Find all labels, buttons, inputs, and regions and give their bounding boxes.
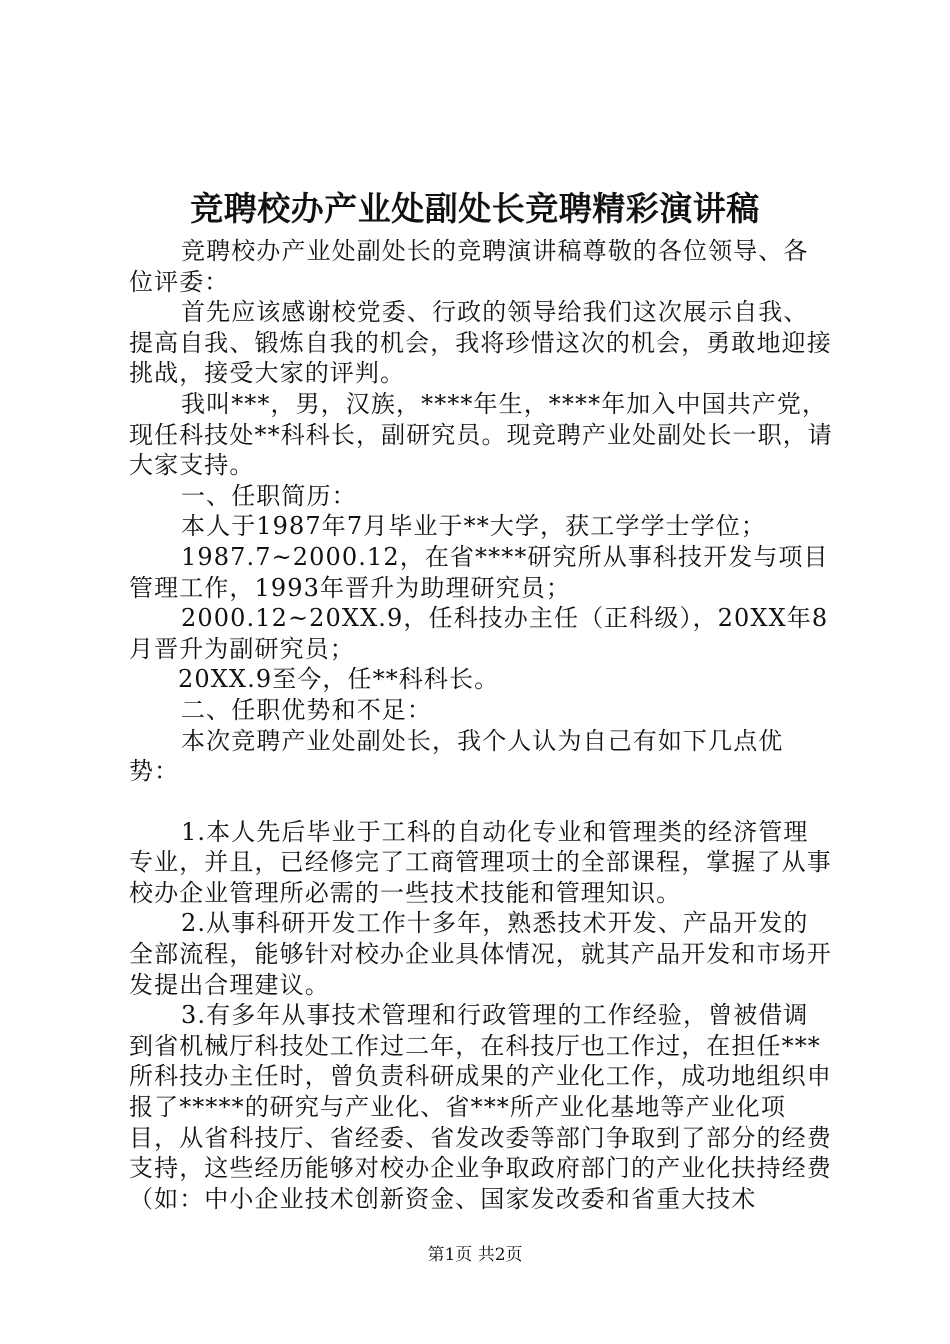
paragraph-greeting: 竞聘校办产业处副处长的竞聘演讲稿尊敬的各位领导、各位评委： xyxy=(129,237,809,296)
page-number-footer: 第1页 共2页 xyxy=(427,1245,523,1265)
document-title: 竞聘校办产业处副处长竞聘精彩演讲稿 xyxy=(190,189,760,228)
paragraph-point-1: 1.本人先后毕业于工科的自动化专业和管理类的经济管理专业，并且，已经修完了工商管理项士的全部课程，掌握了从事校办企业管理所必需的一些技术技能和管理知识。 xyxy=(129,817,832,907)
paragraph-thanks: 首先应该感谢校党委、行政的领导给我们这次展示自我、提高自我、锻炼自我的机会，我将珍惜这次的机会，勇敢地迎接挑战，接受大家的评判。 xyxy=(129,298,832,388)
paragraph-self-intro: 我叫***，男，汉族，****年生，****年加入中国共产党，现任科技处**科科长，副研究员。现竞聘产业处副处长一职，请大家支持。 xyxy=(129,389,833,480)
paragraph-point-3: 3.有多年从事技术管理和行政管理的工作经验，曾被借调到省机械厅科技处工作过二年，在科技厅也工作过，在担任***所科技办主任时，曾负责科研成果的产业化工作，成功地组织申报了*****的研究与产业化、省***所产业化基地等产业化项目，从省科技厅、省经委、省发改委等部门争取到了部分的经费支持，这些经历能够对校办企业争取政府部门的产业化扶持经费（如：中小企业技术创新资金、国家发改委和省重大技术 xyxy=(129,1001,832,1213)
paragraph-point-2: 2.从事科研开发工作十多年，熟悉技术开发、产品开发的全部流程，能够针对校办企业具体情况，就其产品开发和市场开发提出合理建议。 xyxy=(129,909,832,999)
paragraph-career-2: 2000.12~20XX.9，任科技办主任（正科级），20XX年8月晋升为副研究员； xyxy=(129,604,829,663)
blank-line xyxy=(129,787,833,817)
paragraph-career-3: 20XX.9至今，任**科科长。 xyxy=(178,665,500,694)
paragraph-career-1: 1987.7~2000.12，在省****研究所从事科技开发与项目管理工作，1993年晋升为助理研究员； xyxy=(129,542,829,602)
paragraph-education: 本人于1987年7月毕业于**大学，获工学学士学位； xyxy=(181,512,766,541)
paragraph-strengths-intro: 本次竞聘产业处副处长，我个人认为自己有如下几点优势： xyxy=(129,726,784,786)
document-body xyxy=(129,236,833,1214)
section-heading-resume: 一、任职简历： xyxy=(181,481,357,510)
section-heading-strengths: 二、任职优势和不足： xyxy=(181,695,432,724)
